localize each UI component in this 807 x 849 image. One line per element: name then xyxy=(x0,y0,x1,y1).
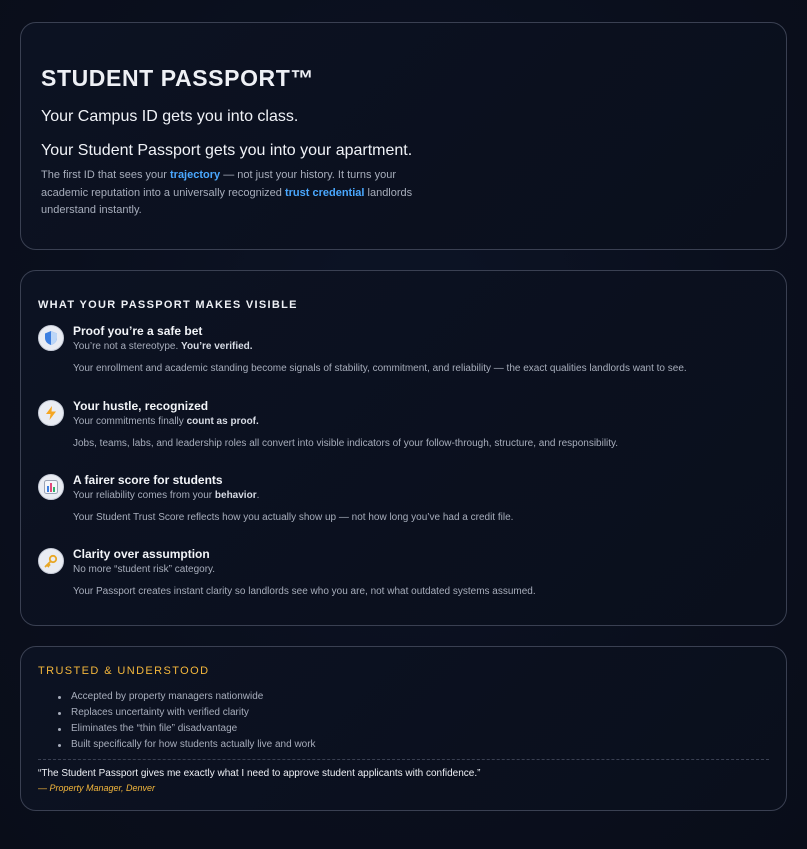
feature-title: Proof you’re a safe bet xyxy=(73,324,203,338)
feature-subtitle-bold: count as proof. xyxy=(186,416,259,427)
feature-title: Clarity over assumption xyxy=(73,547,210,561)
shield-icon xyxy=(38,325,64,351)
feature-subtitle xyxy=(73,416,259,427)
testimonial-attribution: — Property Manager, Denver xyxy=(38,783,156,793)
trust-credential-link[interactable]: trust credential xyxy=(284,186,365,199)
feature-description: Your enrollment and academic standing become signals of stability, commitment, and reliability — the exact qualities landlords want to see. xyxy=(73,363,687,374)
testimonial-quote: “The Student Passport gives me exactly what I need to approve student applicants with confidence.” xyxy=(38,768,481,779)
bar-chart-icon xyxy=(38,474,64,500)
list-item: Built specifically for how students actually live and work xyxy=(71,737,316,753)
trajectory-link[interactable]: trajectory xyxy=(170,169,221,181)
trust-card xyxy=(20,646,787,811)
key-icon xyxy=(38,548,64,574)
list-item: Accepted by property managers nationwide xyxy=(71,689,316,705)
feature-subtitle-text: . xyxy=(256,490,260,501)
feature-subtitle xyxy=(73,341,253,352)
lightning-icon xyxy=(38,400,64,426)
list-item: Replaces uncertainty with verified clarity xyxy=(71,705,316,721)
feature-title: Your hustle, recognized xyxy=(73,399,209,413)
feature-description: Your Student Trust Score reflects how you actually show up — not how long you’ve had a credit file. xyxy=(73,512,514,523)
features-card xyxy=(20,270,787,626)
feature-subtitle xyxy=(73,564,215,575)
feature-item-clarity xyxy=(38,546,778,612)
hero-tagline-campus: Your Campus ID gets you into class. xyxy=(41,108,299,125)
features-heading: WHAT YOUR PASSPORT MAKES VISIBLE xyxy=(38,299,298,311)
feature-description: Jobs, teams, labs, and leadership roles all convert into visible indicators of your follow-through, structure, and responsibility. xyxy=(73,438,619,449)
divider xyxy=(38,759,769,760)
feature-item-safe-bet xyxy=(38,323,778,389)
feature-subtitle-text: Your reliability comes from your xyxy=(73,490,215,501)
feature-subtitle xyxy=(73,490,259,501)
feature-subtitle-bold: You’re verified. xyxy=(181,341,253,352)
hero-desc-text: — not just your history. It turns your academic reputation into a universally recognized xyxy=(41,169,397,199)
hero-description xyxy=(41,167,441,220)
list-item: Eliminates the “thin file” disadvantage xyxy=(71,721,316,737)
hero-card xyxy=(20,22,787,250)
trust-heading: TRUSTED & UNDERSTOOD xyxy=(38,665,210,677)
trust-list xyxy=(71,689,316,753)
page-title: STUDENT PASSPORT™ xyxy=(41,65,315,91)
feature-subtitle-text: No more “student risk” category. xyxy=(73,564,216,575)
hero-desc-text: The first ID that sees your xyxy=(41,169,170,181)
hero-desc-text: landlords understand instantly. xyxy=(41,186,413,216)
feature-subtitle-text: You’re not a stereotype. xyxy=(73,341,182,352)
feature-title: A fairer score for students xyxy=(73,473,223,487)
hero-tagline-passport: Your Student Passport gets you into your apartment. xyxy=(41,142,413,159)
feature-subtitle-text: Your commitments finally xyxy=(73,416,187,427)
feature-subtitle-bold: behavior xyxy=(214,490,257,501)
feature-description: Your Passport creates instant clarity so landlords see who you are, not what outdated systems assumed. xyxy=(73,586,536,597)
feature-item-hustle xyxy=(38,398,778,464)
feature-item-fairer-score xyxy=(38,472,778,538)
